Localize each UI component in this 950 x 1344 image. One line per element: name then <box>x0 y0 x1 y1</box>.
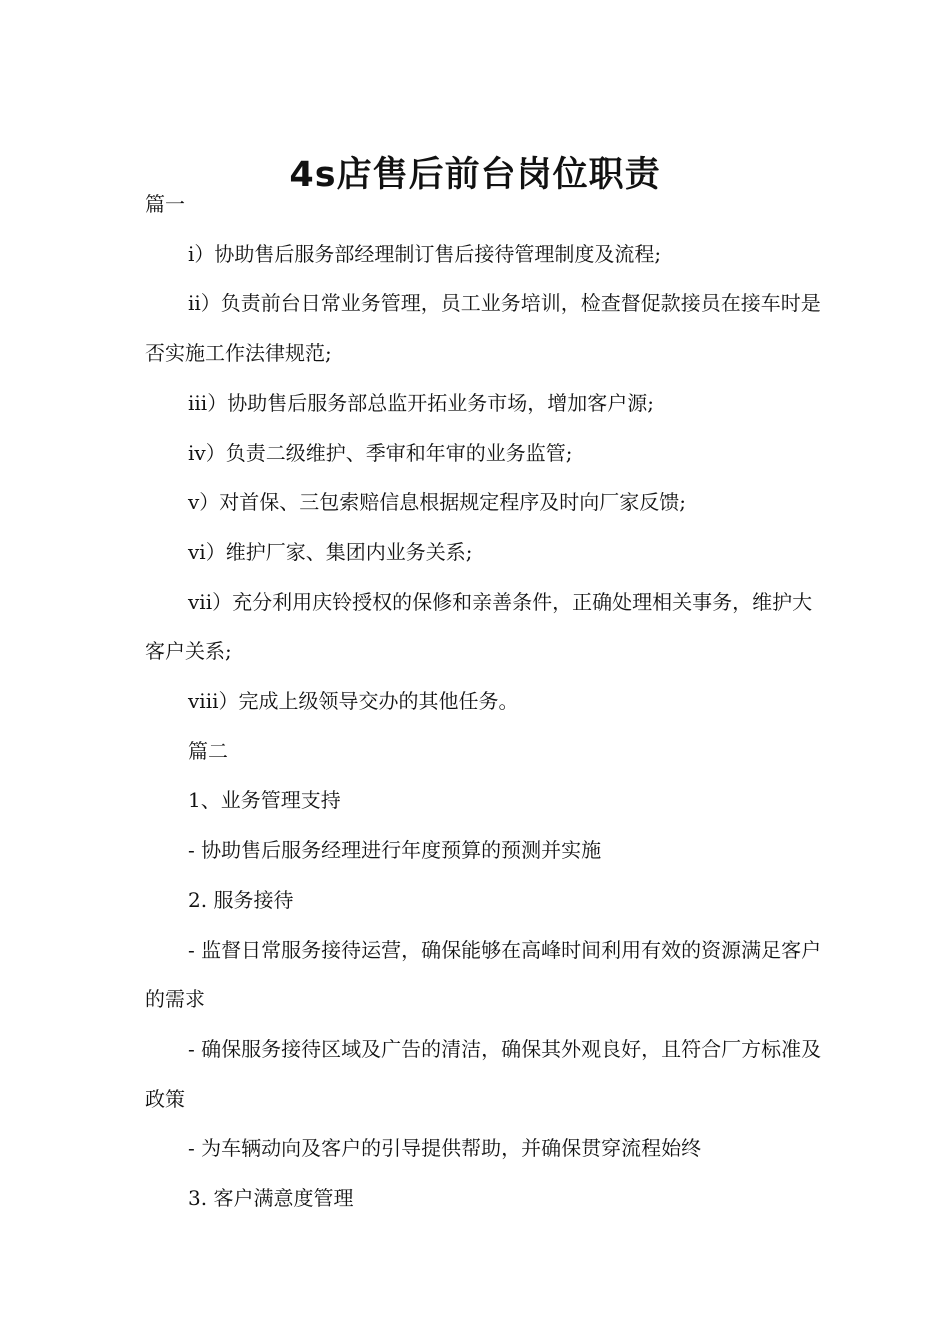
duty-item-4: iv）负责二级维护、季审和年审的业务监管; <box>188 440 573 465</box>
duty-item-8: viii）完成上级领导交办的其他任务。 <box>188 689 519 714</box>
section-heading-2: 篇二 <box>188 738 228 763</box>
bullet-item-4: - 为车辆动向及客户的引导提供帮助，并确保贯穿流程始终 <box>188 1136 702 1161</box>
bullet-item-1: - 协助售后服务经理进行年度预算的预测并实施 <box>188 838 602 863</box>
section-heading-1: 篇一 <box>145 192 185 216</box>
subsection-heading-2: 2. 服务接待 <box>188 887 294 912</box>
duty-item-2: ii）负责前台日常业务管理，员工业务培训，检查督促款接员在接车时是否实施工作法律规范; <box>145 291 821 366</box>
bullet-item-2: - 监督日常服务接待运营，确保能够在高峰时间利用有效的资源满足客户的需求 <box>145 937 822 1012</box>
subsection-heading-3: 3. 客户满意度管理 <box>188 1186 354 1211</box>
bullet-item-3: - 确保服务接待区域及广告的清洁，确保其外观良好，且符合厂方标准及政策 <box>145 1036 822 1111</box>
duty-item-3: iii）协助售后服务部总监开拓业务市场，增加客户源; <box>188 390 654 415</box>
subsection-heading-1: 1、业务管理支持 <box>188 788 341 813</box>
duty-item-5: v）对首保、三包索赔信息根据规定程序及时向厂家反馈; <box>188 490 687 515</box>
document-body <box>145 180 825 1224</box>
duty-item-7: vii）充分利用庆铃授权的保修和亲善条件，正确处理相关事务，维护大客户关系; <box>145 589 813 664</box>
duty-item-1: i）协助售后服务部经理制订售后接待管理制度及流程; <box>188 241 662 266</box>
duty-item-6: vi）维护厂家、集团内业务关系; <box>188 539 473 564</box>
document-title: 4s店售后前台岗位职责 <box>289 155 661 196</box>
